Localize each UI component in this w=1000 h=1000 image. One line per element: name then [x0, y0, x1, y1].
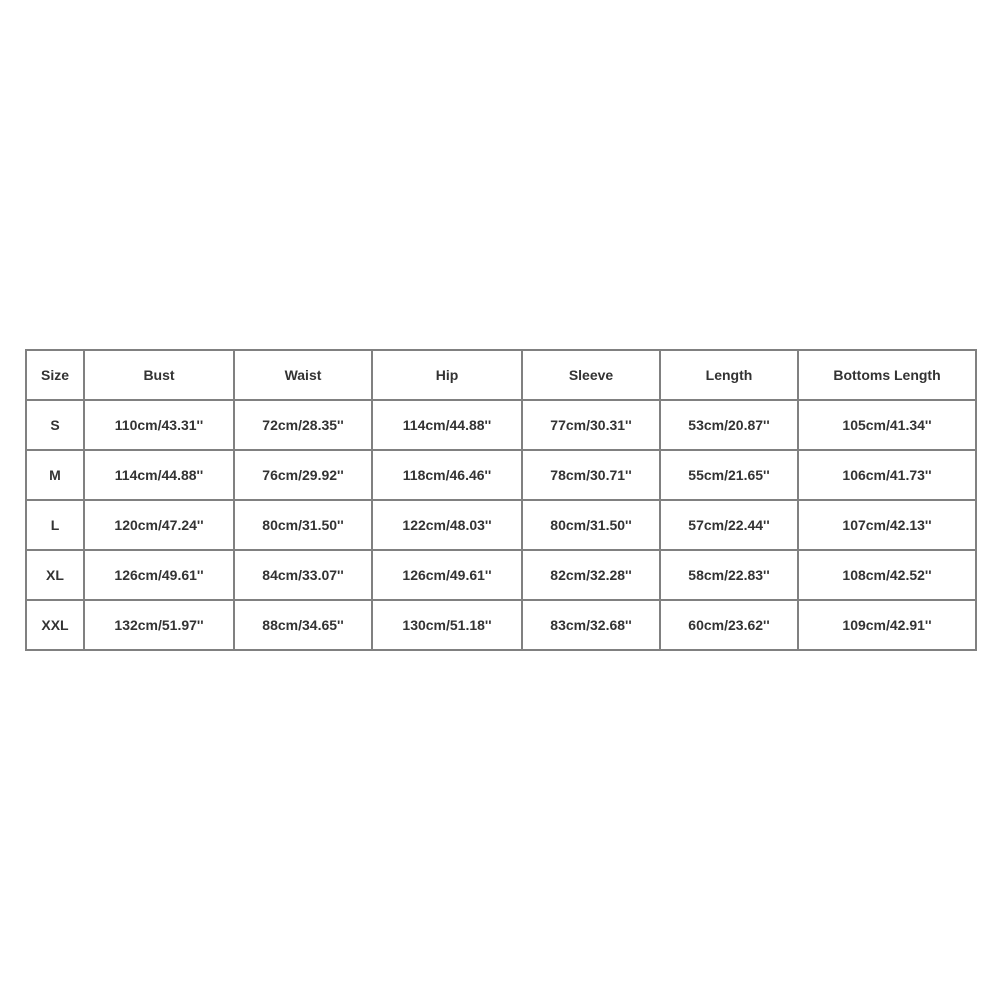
cell-waist: 84cm/33.07'' — [234, 550, 372, 600]
table-row — [26, 500, 976, 550]
cell-length: 55cm/21.65'' — [660, 450, 798, 500]
cell-hip: 122cm/48.03'' — [372, 500, 522, 550]
table-header-row — [26, 350, 976, 400]
header-length: Length — [660, 350, 798, 400]
header-size: Size — [26, 350, 84, 400]
cell-size: S — [26, 400, 84, 450]
cell-size: XXL — [26, 600, 84, 650]
cell-waist: 76cm/29.92'' — [234, 450, 372, 500]
cell-bottoms-length: 108cm/42.52'' — [798, 550, 976, 600]
cell-sleeve: 82cm/32.28'' — [522, 550, 660, 600]
cell-hip: 114cm/44.88'' — [372, 400, 522, 450]
header-bust: Bust — [84, 350, 234, 400]
cell-waist: 80cm/31.50'' — [234, 500, 372, 550]
cell-sleeve: 80cm/31.50'' — [522, 500, 660, 550]
cell-bottoms-length: 105cm/41.34'' — [798, 400, 976, 450]
cell-length: 58cm/22.83'' — [660, 550, 798, 600]
cell-sleeve: 77cm/30.31'' — [522, 400, 660, 450]
size-chart-table — [25, 349, 977, 651]
cell-hip: 130cm/51.18'' — [372, 600, 522, 650]
cell-waist: 88cm/34.65'' — [234, 600, 372, 650]
cell-bottoms-length: 107cm/42.13'' — [798, 500, 976, 550]
cell-hip: 118cm/46.46'' — [372, 450, 522, 500]
cell-size: M — [26, 450, 84, 500]
cell-hip: 126cm/49.61'' — [372, 550, 522, 600]
cell-bust: 126cm/49.61'' — [84, 550, 234, 600]
header-waist: Waist — [234, 350, 372, 400]
cell-sleeve: 78cm/30.71'' — [522, 450, 660, 500]
table-row — [26, 550, 976, 600]
table-row — [26, 450, 976, 500]
header-sleeve: Sleeve — [522, 350, 660, 400]
cell-bust: 120cm/47.24'' — [84, 500, 234, 550]
cell-waist: 72cm/28.35'' — [234, 400, 372, 450]
cell-size: L — [26, 500, 84, 550]
cell-size: XL — [26, 550, 84, 600]
cell-bust: 114cm/44.88'' — [84, 450, 234, 500]
cell-bottoms-length: 106cm/41.73'' — [798, 450, 976, 500]
table-row — [26, 600, 976, 650]
cell-bust: 132cm/51.97'' — [84, 600, 234, 650]
table-row — [26, 400, 976, 450]
cell-length: 60cm/23.62'' — [660, 600, 798, 650]
cell-length: 57cm/22.44'' — [660, 500, 798, 550]
cell-length: 53cm/20.87'' — [660, 400, 798, 450]
cell-bust: 110cm/43.31'' — [84, 400, 234, 450]
header-bottoms-length: Bottoms Length — [798, 350, 976, 400]
header-hip: Hip — [372, 350, 522, 400]
cell-bottoms-length: 109cm/42.91'' — [798, 600, 976, 650]
cell-sleeve: 83cm/32.68'' — [522, 600, 660, 650]
